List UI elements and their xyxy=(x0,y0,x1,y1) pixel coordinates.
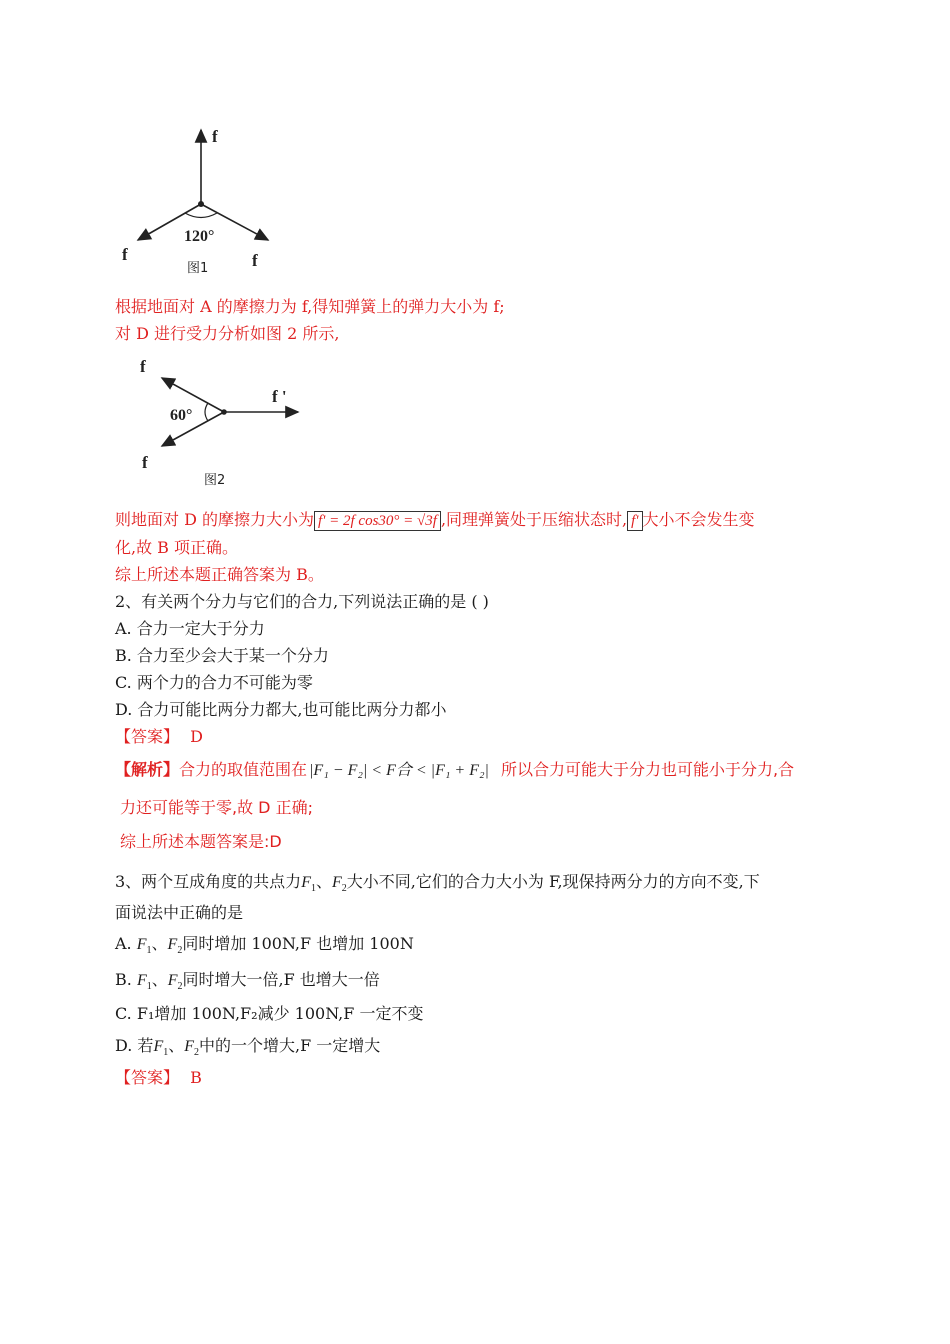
q3-option-a: A. $F_1$、$F_2$同时增加 100N,F 也增加 100N xyxy=(115,934,414,956)
fig1-left-label: f xyxy=(122,245,128,264)
q2-range-formula: |F₁ − F₂| < F合 < |F₁ + F₂| xyxy=(309,762,489,779)
solution-line-3-end: 大小不会发生变 xyxy=(642,510,755,529)
q3-answer-value: B xyxy=(190,1068,202,1087)
solution-line-1: 根据地面对 A 的摩擦力为 f,得知弹簧上的弹力大小为 f; xyxy=(115,297,505,316)
fig2-caption: 图2 xyxy=(204,473,226,488)
q3-stem-line-2: 面说法中正确的是 xyxy=(115,903,244,922)
q3-stem-end: 大小不同,它们的合力大小为 F,现保持两分力的方向不变,下 xyxy=(346,872,760,891)
q3-option-a-text: 同时增加 100N,F 也增加 100N xyxy=(182,934,414,953)
q3-option-d-end: 中的一个增大,F 一定增大 xyxy=(199,1036,381,1055)
q2-answer-value: D xyxy=(190,727,203,746)
q3-answer xyxy=(115,1068,202,1088)
q3-option-d-start: D. 若 xyxy=(115,1036,154,1055)
fig1-caption: 图1 xyxy=(187,261,209,276)
fig1-angle-label: 120° xyxy=(184,228,215,245)
fig2-upper-label: f xyxy=(140,357,146,376)
q2-stem: 2、有关两个分力与它们的合力,下列说法正确的是 ( ) xyxy=(115,592,489,611)
fig2-right-label: f ' xyxy=(272,387,287,406)
solution-line-3 xyxy=(115,510,755,531)
q2-analysis-line-1 xyxy=(115,760,794,781)
q3-option-c: C. F₁增加 100N,F₂减少 100N,F 一定不变 xyxy=(115,1004,424,1023)
solution-line-5: 综上所述本题正确答案为 B。 xyxy=(115,565,324,584)
q3-answer-tag: 【答案】 xyxy=(115,1068,180,1087)
fig1-top-label: f xyxy=(212,127,218,146)
q3-option-b: B. $F_1$、$F_2$同时增大一倍,F 也增大一倍 xyxy=(115,970,380,992)
solution-line-3-middle: ,同理弹簧处于压缩状态时, xyxy=(440,510,628,529)
q2-option-a: A. 合力一定大于分力 xyxy=(115,619,265,638)
q3-stem-start: 3、两个互成角度的共点力 xyxy=(115,872,302,891)
figure-2-diagram xyxy=(130,352,320,492)
solution-line-4: 化,故 B 项正确。 xyxy=(115,538,239,557)
q2-analysis-tag: 【解析】 xyxy=(115,760,180,779)
q2-answer-tag: 【答案】 xyxy=(115,727,180,746)
q3-stem-line-1: 3、两个互成角度的共点力$F_1$、$F_2$大小不同,它们的合力大小为 F,现保持两分力的方向不变,下 xyxy=(115,872,760,894)
friction-formula: f' = 2f cos30° = √3f xyxy=(314,511,441,531)
fig2-angle-label: 60° xyxy=(170,407,193,424)
q2-analysis-start: 合力的取值范围在 xyxy=(179,760,308,779)
q2-option-d: D. 合力可能比两分力都大,也可能比两分力都小 xyxy=(115,700,447,719)
q2-option-b: B. 合力至少会大于某一个分力 xyxy=(115,646,329,665)
q3-option-b-text: 同时增大一倍,F 也增大一倍 xyxy=(182,970,380,989)
q2-analysis-end: 所以合力可能大于分力也可能小于分力,合 xyxy=(500,760,795,779)
fig1-right-label: f xyxy=(252,251,258,270)
q2-analysis-line-2: 力还可能等于零,故 D 正确; xyxy=(120,798,313,817)
q2-answer xyxy=(115,727,203,747)
solution-line-3-start: 则地面对 D 的摩擦力大小为 xyxy=(115,510,315,529)
q3-f2-symbol: $F_2$ xyxy=(331,874,347,894)
solution-line-2: 对 D 进行受力分析如图 2 所示, xyxy=(115,324,340,343)
q3-f1-symbol: $F_1$ xyxy=(301,874,316,894)
q2-analysis-line-3: 综上所述本题答案是:D xyxy=(120,832,282,851)
q3-option-d: D. 若$F_1$、$F_2$中的一个增大,F 一定增大 xyxy=(115,1036,381,1058)
fig2-lower-label: f xyxy=(142,453,148,472)
friction-symbol: f' xyxy=(627,511,642,531)
figure-1-diagram xyxy=(110,120,290,280)
q2-option-c: C. 两个力的合力不可能为零 xyxy=(115,673,313,692)
